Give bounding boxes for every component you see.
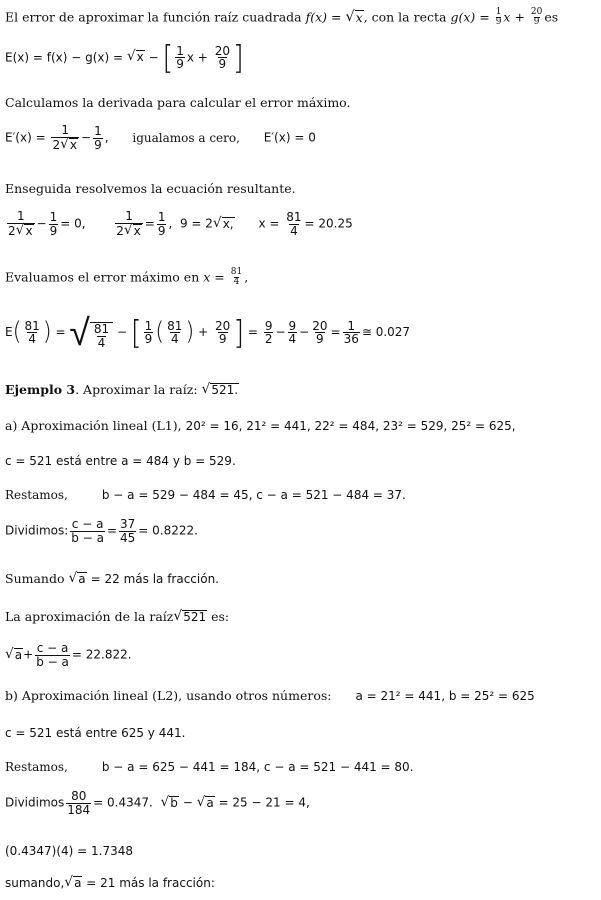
comma: , [168, 216, 173, 231]
restamos-label: Restamos, [5, 488, 68, 502]
intro-line [5, 8, 558, 28]
division-value: = 0.4347. [93, 795, 153, 810]
between-l1: c = 521 está entre a = 484 y b = 529. [5, 454, 236, 468]
dividimos-label: Dividimos [5, 795, 65, 810]
frac-1-2sqrtx: 1 2 √ x [116, 209, 141, 238]
sumando-text: = 21 más la fracción: [86, 876, 215, 890]
frac-81-4: $\frac{81}{4}$ [286, 210, 302, 238]
x-equals: x = [203, 269, 225, 285]
frac-1-9: $\frac{1}{9}$ [94, 124, 102, 152]
sqrt-x: √ x [126, 48, 144, 65]
minus: − [36, 216, 47, 231]
sqrt-x: √ x, [212, 214, 234, 231]
sqrt-a: √ a [68, 570, 86, 587]
product-line: (0.4347)(4) = 1.7348 [5, 844, 134, 858]
frac-1-9: $\frac{1}{9}$ [49, 210, 58, 238]
x-plus: x + [186, 50, 208, 65]
derivative-zero: E′(x) = 0 [263, 130, 316, 145]
approx-l2-line [5, 688, 535, 703]
frac-20-9: $\frac{20}{9}$ [530, 7, 543, 28]
sqrt-x: √ x [345, 9, 363, 26]
sumando-l1 [5, 571, 219, 587]
sqrt-521: √ 521 [173, 608, 207, 625]
intro-text: El error de aproximar la función raíz cuadrada [5, 9, 302, 25]
equals-zero: = 0, [60, 216, 86, 231]
E-label: E [5, 325, 13, 340]
gx-label: g(x) = [450, 9, 494, 25]
paren-close: ) [185, 317, 195, 347]
equals: = [55, 325, 66, 340]
example-label: Ejemplo 3 [5, 382, 76, 397]
restamos-l2 [5, 760, 413, 774]
derivative-lhs: E′(x) = [5, 130, 46, 145]
sqrt-81-4: √ $\frac{81}{4}$ [69, 316, 113, 349]
equals: = [247, 325, 258, 340]
restamos-text: b − a = 529 − 484 = 45, c − a = 521 − 484 = 37. [101, 488, 406, 502]
ex-equation [5, 38, 244, 77]
sumando-label: Sumando [5, 571, 65, 586]
minus: − [275, 325, 286, 340]
x-value: = 20.25 [304, 216, 353, 231]
sqrt-a: √ a [196, 793, 214, 810]
bracket-close: ] [232, 38, 244, 77]
restamos-label: Restamos, [5, 760, 68, 774]
approx-l1-text: a) Aproximación lineal (L1), [5, 418, 182, 433]
dividimos-l1 [5, 518, 198, 544]
fx-label: f(x) = [305, 9, 346, 25]
frac-1-9: $\frac{1}{9}$ [157, 210, 166, 238]
root-approx-text: La aproximación de la raíz [5, 609, 174, 624]
frac-ca-ba: $\frac{c - a}{b - a}$ [36, 641, 69, 669]
root-difference: = 25 − 21 = 4, [214, 795, 310, 810]
comma: , [244, 269, 249, 285]
frac-1-2sqrtx: 1 2 √ x [8, 209, 33, 238]
sqrt-521: √ 521. [201, 381, 239, 398]
plus: + [198, 325, 209, 340]
example-text: . Aproximar la raíz: [75, 382, 198, 397]
division-value: = 0.8222. [138, 523, 198, 538]
frac-20-9: $\frac{20}{9}$ [214, 43, 230, 72]
equals: = [144, 216, 155, 231]
frac-1-2sqrtx: 1 2 √ x [52, 123, 78, 152]
minus: − [116, 325, 127, 340]
frac-37-45: $\frac{37}{45}$ [120, 517, 136, 545]
es-text: es [544, 9, 559, 25]
derivative-equation [5, 124, 316, 152]
frac-1-9: $\frac{1}{9}$ [176, 43, 184, 72]
frac-9-4: $\frac{9}{4}$ [288, 318, 297, 347]
bracket-open: [ [162, 38, 174, 77]
ex-lhs: E(x) = f(x) − g(x) = [5, 50, 127, 65]
frac-1-9: $\frac{1}{9}$ [495, 7, 502, 28]
igualamos-text: igualamos a cero, [132, 130, 240, 145]
frac-20-9: $\frac{20}{9}$ [215, 318, 231, 347]
result-l1 [5, 642, 132, 668]
es-text: es: [211, 609, 230, 624]
derivative-intro: Calculamos la derivada para calcular el error máximo. [5, 95, 351, 110]
sqrt-b: √ b [160, 793, 178, 810]
approx-value: ≅ 0.027 [361, 325, 411, 340]
paren-open: ( [155, 317, 165, 347]
evaluate-line [5, 268, 248, 288]
bracket-open: [ [130, 313, 142, 352]
frac-80-184: $\frac{80}{184}$ [67, 789, 91, 817]
x-equals: x = [258, 216, 280, 231]
paren-open: ( [12, 317, 22, 347]
sumando-text: = 22 más la fracción. [90, 572, 219, 586]
nine-eq: 9 = 2 [179, 216, 213, 231]
x-plus: x + [503, 9, 525, 25]
paren-close: ) [42, 317, 52, 347]
frac-81-4: $\frac{81}{4}$ [24, 318, 40, 347]
frac-9-2: $\frac{9}{2}$ [264, 318, 273, 347]
max-error-equation [5, 310, 411, 354]
restamos-text: b − a = 625 − 441 = 184, c − a = 521 − 441 = 80. [101, 760, 414, 774]
dividimos-l2 [5, 790, 310, 816]
minus: − [299, 325, 310, 340]
root-approx-heading [5, 609, 229, 625]
between-l2: c = 521 está entre 625 y 441. [5, 726, 186, 740]
evaluate-text: Evaluamos el error máximo en [5, 269, 200, 285]
con-text: , con la recta [363, 9, 447, 25]
minus: − [178, 795, 197, 810]
approx-l2-text: b) Aproximación lineal (L2), usando otros números: [5, 688, 332, 703]
sqrt-a: √ a [64, 874, 82, 891]
frac-1-36: $\frac{1}{36}$ [343, 318, 359, 347]
example-heading [5, 382, 239, 398]
frac-1-9: $\frac{1}{9}$ [144, 318, 153, 347]
equals: = [330, 325, 341, 340]
solve-intro: Enseguida resolvemos la ecuación resultante. [5, 181, 296, 196]
frac-81-4: $\frac{81}{4}$ [230, 267, 243, 288]
comma: , [104, 130, 109, 145]
minus: − [144, 50, 159, 65]
equals: = [106, 523, 118, 538]
result-value: = 22.822. [71, 647, 132, 662]
solve-equation [5, 210, 353, 238]
frac-ca-ba: $\frac{c - a}{b - a}$ [71, 517, 104, 545]
sumando-label: sumando, [5, 876, 65, 890]
frac-20-9: $\frac{20}{9}$ [312, 318, 328, 347]
squares-list: 20² = 16, 21² = 441, 22² = 484, 23² = 529, 25² = 625, [185, 419, 516, 433]
dividimos-label: Dividimos: [5, 523, 69, 538]
restamos-l1 [5, 488, 406, 502]
sumando-l2 [5, 876, 215, 891]
approx-l2-values: a = 21² = 441, b = 25² = 625 [355, 689, 535, 703]
sqrt-a: √ a [5, 645, 23, 662]
approx-l1-line [5, 418, 516, 433]
minus: − [81, 130, 92, 145]
bracket-close: ] [233, 313, 245, 352]
frac-81-4: $\frac{81}{4}$ [167, 318, 183, 347]
plus: + [23, 647, 34, 662]
